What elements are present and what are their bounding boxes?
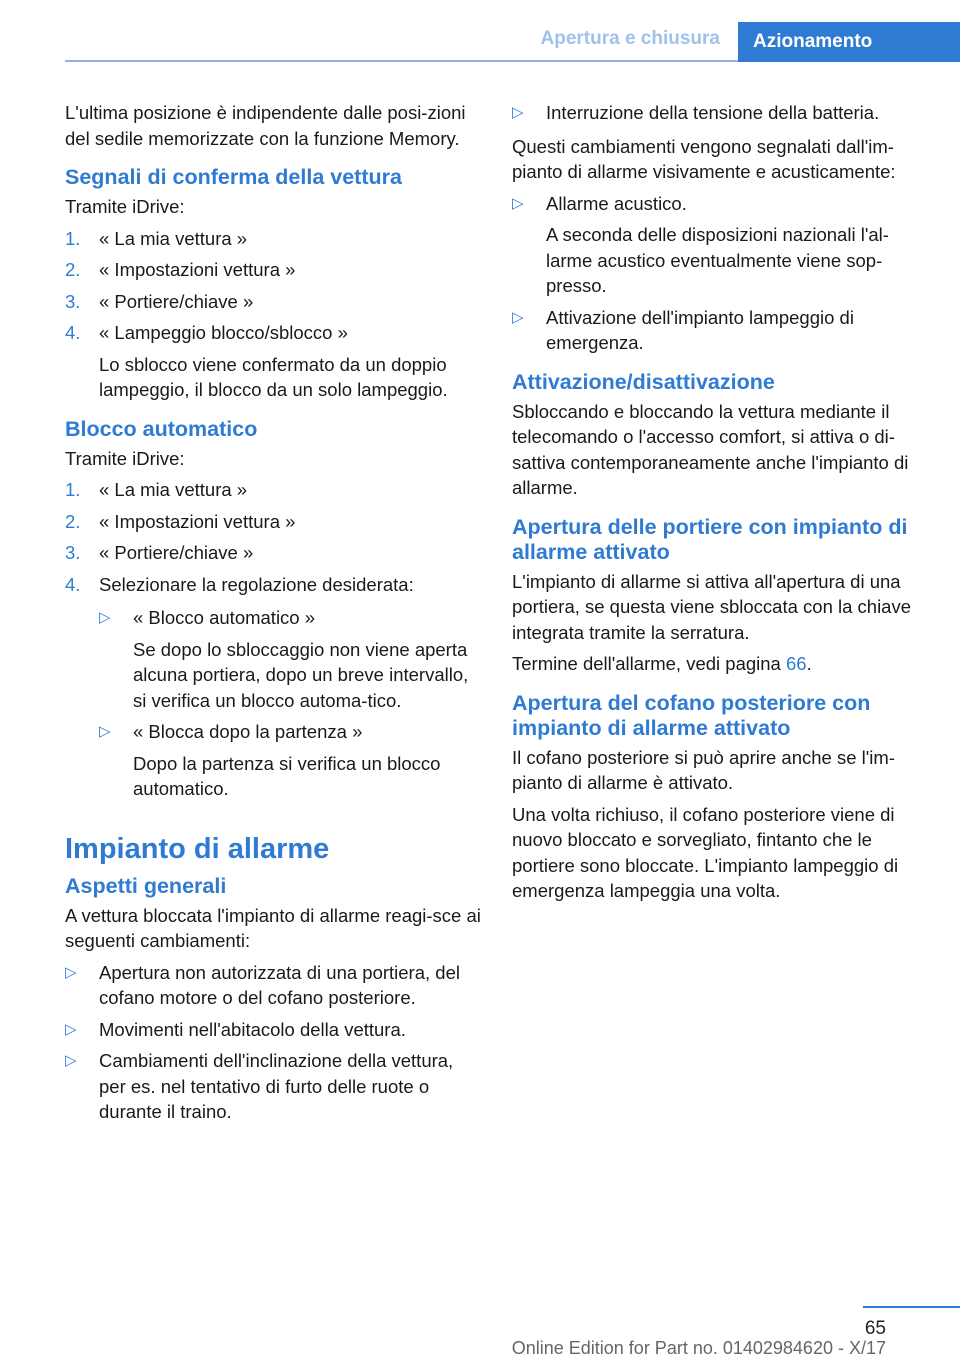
doors-reference: Termine dell'allarme, vedi pagina 66. <box>512 653 812 674</box>
step-number: 3. <box>65 542 81 563</box>
left-column <box>65 100 483 1133</box>
triangle-bullet-icon: ▷ <box>512 194 524 212</box>
heading-confirm-signals: Segnali di conferma della vettura <box>65 165 402 189</box>
general-paragraph: A vettura bloccata l'impianto di allarme reagi‐sce ai seguenti cambiamenti: <box>65 904 481 951</box>
tailgate-paragraph-2: Una volta richiuso, il cofano posteriore viene di nuovo bloccato e sorvegliato, fintanto che le portiere sono bloccate. L'impianto lampeggio di emergenza lampeggia una volta. <box>512 803 899 901</box>
auto-steps <box>65 477 483 802</box>
list-item: ▷ « Blocca dopo la partenza » Dopo la partenza si verifica un blocco automatico. <box>99 719 483 802</box>
confirm-via: Tramite iDrive: <box>65 196 185 217</box>
list-item: ▷ Movimenti nell'abitacolo della vettura. <box>65 1017 483 1043</box>
step-number: 4. <box>65 573 81 595</box>
list-item: 4. Selezionare la regolazione desiderata: ▷ « Blocco automatico » Se dopo lo sbloccaggio non viene aperta alcuna portiera, dopo un breve intervallo, si verifica un blocco automa‐tico. ▷ « Blocca dopo la partenza » Dopo la partenza si verifica un blocco automatico. <box>65 572 483 802</box>
list-item: ▷ Apertura non autorizzata di una portiera, del cofano motore o del cofano posteriore. <box>65 961 460 1008</box>
auto-via: Tramite iDrive: <box>65 447 185 469</box>
list-item: 2. « Impostazioni vettura » <box>65 257 483 283</box>
step-number: 1. <box>65 479 81 500</box>
list-item: ▷ « Blocco automatico » Se dopo lo sbloccaggio non viene aperta alcuna portiera, dopo un breve intervallo, si verifica un blocco automa‐tico. <box>99 605 483 713</box>
list-item: ▷ Interruzione della tensione della batteria. <box>512 100 932 126</box>
heading-activation: Attivazione/disattivazione <box>512 369 775 394</box>
list-item: ▷ Allarme acustico. A seconda delle disposizioni nazionali l'al‐larme acustico eventualmente viene sop‐presso. <box>512 191 932 299</box>
signal-paragraph: Questi cambiamenti vengono segnalati dall'im‐pianto di allarme visivamente e acusticamente: <box>512 135 896 182</box>
edition-note: Online Edition for Part no. 01402984620 - X/17 <box>511 1338 886 1358</box>
heading-auto-lock: Blocco automatico <box>65 416 258 441</box>
triangle-bullet-icon: ▷ <box>99 609 111 626</box>
heading-alarm-system: Impianto di allarme <box>65 832 330 865</box>
option-description: Dopo la partenza si verifica un blocco automatico. <box>133 752 441 799</box>
footer-rule <box>863 1306 960 1308</box>
heading-general: Aspetti generali <box>65 873 227 898</box>
signal-list <box>512 191 932 356</box>
list-item: 2. « Impostazioni vettura » <box>65 509 483 535</box>
activation-paragraph: Sbloccando e bloccando la vettura mediante il telecomando o l'accesso comfort, si attiva o di‐sattiva contemporaneamente anche l'impianto di allarme. <box>512 400 909 498</box>
doors-paragraph: L'impianto di allarme si attiva all'apertura di una portiera, se questa viene sbloccata con la chiave integrata tramite la serratura. <box>512 570 912 643</box>
step-number: 3. <box>65 290 81 312</box>
option-description: Se dopo lo sbloccaggio non viene aperta alcuna portiera, dopo un breve intervallo, si verifica un blocco automa‐tico. <box>133 638 469 711</box>
triangle-bullet-icon: ▷ <box>512 308 524 326</box>
item-description: A seconda delle disposizioni nazionali l'al‐larme acustico eventualmente viene sop‐presso. <box>546 224 889 296</box>
triangle-bullet-icon: ▷ <box>65 1020 77 1038</box>
list-item: 1. « La mia vettura » <box>65 226 483 252</box>
step-number: 2. <box>65 510 81 532</box>
right-column <box>512 100 932 910</box>
list-item: 4. « Lampeggio blocco/sblocco » Lo sblocco viene confermato da un doppio lampeggio, il blocco da un solo lampeggio. <box>65 320 483 403</box>
step-number: 1. <box>65 227 81 249</box>
general-list <box>65 960 483 1125</box>
list-item: ▷ Attivazione dell'impianto lampeggio di emergenza. <box>512 306 854 353</box>
heading-door-opening: Apertura delle portiere con impianto di allarme attivato <box>512 514 908 564</box>
tailgate-paragraph-1: Il cofano posteriore si può aprire anche se l'im‐pianto di allarme è attivato. <box>512 746 895 793</box>
page-link[interactable]: 66 <box>785 653 807 674</box>
triangle-bullet-icon: ▷ <box>512 104 524 121</box>
step-number: 2. <box>65 259 81 280</box>
list-item: ▷ Cambiamenti dell'inclinazione della vettura, per es. nel tentativo di furto delle ruote o durante il traino. <box>65 1050 454 1122</box>
page-number: 65 <box>864 1318 886 1339</box>
triangle-bullet-icon: ▷ <box>99 723 111 740</box>
header-section-title: Apertura e chiusura <box>540 28 720 49</box>
intro-paragraph: L'ultima posizione è indipendente dalle posi‐zioni del sedile memorizzate con la funzione Memory. <box>65 102 466 149</box>
confirm-steps <box>65 226 483 403</box>
continued-list <box>512 100 932 126</box>
triangle-bullet-icon: ▷ <box>65 963 77 981</box>
auto-options <box>99 605 483 802</box>
step-description: Lo sblocco viene confermato da un doppio lampeggio, il blocco da un solo lampeggio. <box>99 353 448 400</box>
triangle-bullet-icon: ▷ <box>65 1052 77 1069</box>
list-item: 3. « Portiere/chiave » <box>65 540 483 566</box>
list-item: 3. « Portiere/chiave » <box>65 289 483 315</box>
heading-tailgate-opening: Apertura del cofano posteriore con impianto di allarme attivato <box>512 690 871 740</box>
header-chapter-tab: Azionamento <box>738 22 960 62</box>
list-item: 1. « La mia vettura » <box>65 477 483 503</box>
step-number: 4. <box>65 322 81 343</box>
